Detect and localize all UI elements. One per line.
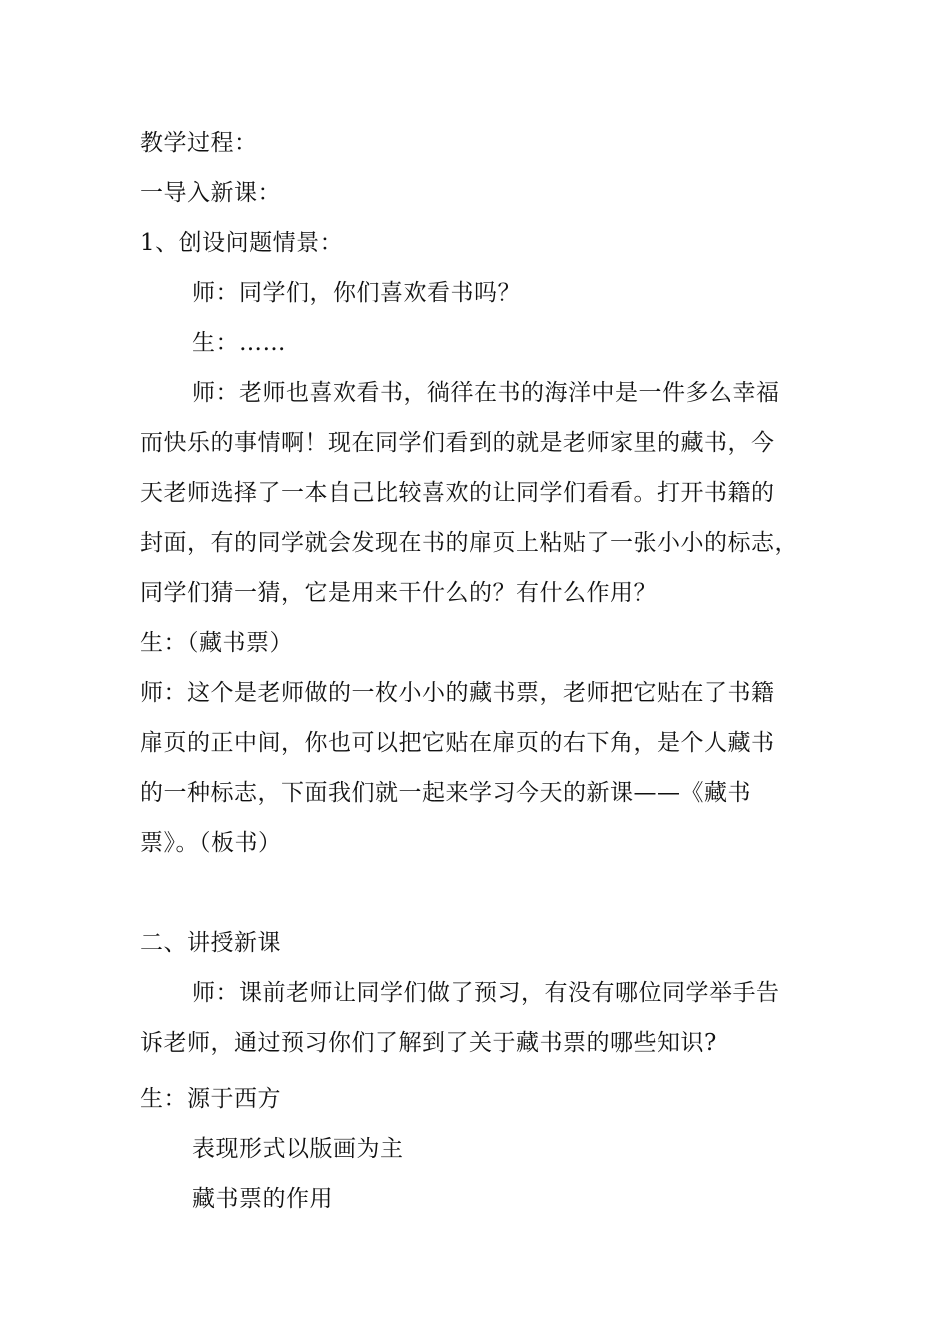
lesson-plan-text <box>140 118 815 1224</box>
teacher-paragraph-line-5: 同学们猜一猜，它是用来干什么的？有什么作用？ <box>140 580 657 606</box>
student-response-ellipsis: 生：…… <box>192 330 286 356</box>
subheading-problem-situation: 1、创设问题情景： <box>140 230 344 256</box>
teacher-preview-question-line-1: 师：课前老师让同学们做了预习，有没有哪位同学举手告 <box>192 980 780 1006</box>
teacher-explanation-line-1: 师：这个是老师做的一枚小小的藏书票，老师把它贴在了书籍 <box>140 680 775 706</box>
section-heading-introduction: 一导入新课： <box>140 180 281 206</box>
teacher-paragraph-line-1: 师：老师也喜欢看书，徜徉在书的海洋中是一件多么幸福 <box>192 380 780 406</box>
student-answer-bookplate: 生：（藏书票） <box>140 630 293 656</box>
section-heading-new-lesson: 二、讲授新课 <box>140 930 281 956</box>
teacher-explanation-line-2: 扉页的正中间，你也可以把它贴在扉页的右下角，是个人藏书 <box>140 730 775 756</box>
section-heading-teaching-process: 教学过程： <box>140 130 258 156</box>
teacher-paragraph-line-3: 天老师选择了一本自己比较喜欢的让同学们看看。打开书籍的 <box>140 480 775 506</box>
teacher-explanation-line-4: 票》。（板书） <box>140 830 282 856</box>
teacher-explanation-line-3: 的一种标志，下面我们就一起来学习今天的新课——《藏书 <box>140 780 751 806</box>
student-answer-form: 表现形式以版画为主 <box>192 1136 404 1162</box>
student-answer-function: 藏书票的作用 <box>192 1186 333 1212</box>
teacher-preview-question-line-2: 诉老师，通过预习你们了解到了关于藏书票的哪些知识? <box>140 1030 717 1056</box>
section-spacing <box>140 868 815 918</box>
student-answer-origin: 生：源于西方 <box>140 1086 281 1112</box>
teacher-paragraph-line-4: 封面，有的同学就会发现在书的扉页上粘贴了一张小小的标志， <box>140 530 798 556</box>
teacher-question-reading: 师：同学们，你们喜欢看书吗？ <box>192 280 521 306</box>
teacher-paragraph-line-2: 而快乐的事情啊！现在同学们看到的就是老师家里的藏书，今 <box>140 430 775 456</box>
